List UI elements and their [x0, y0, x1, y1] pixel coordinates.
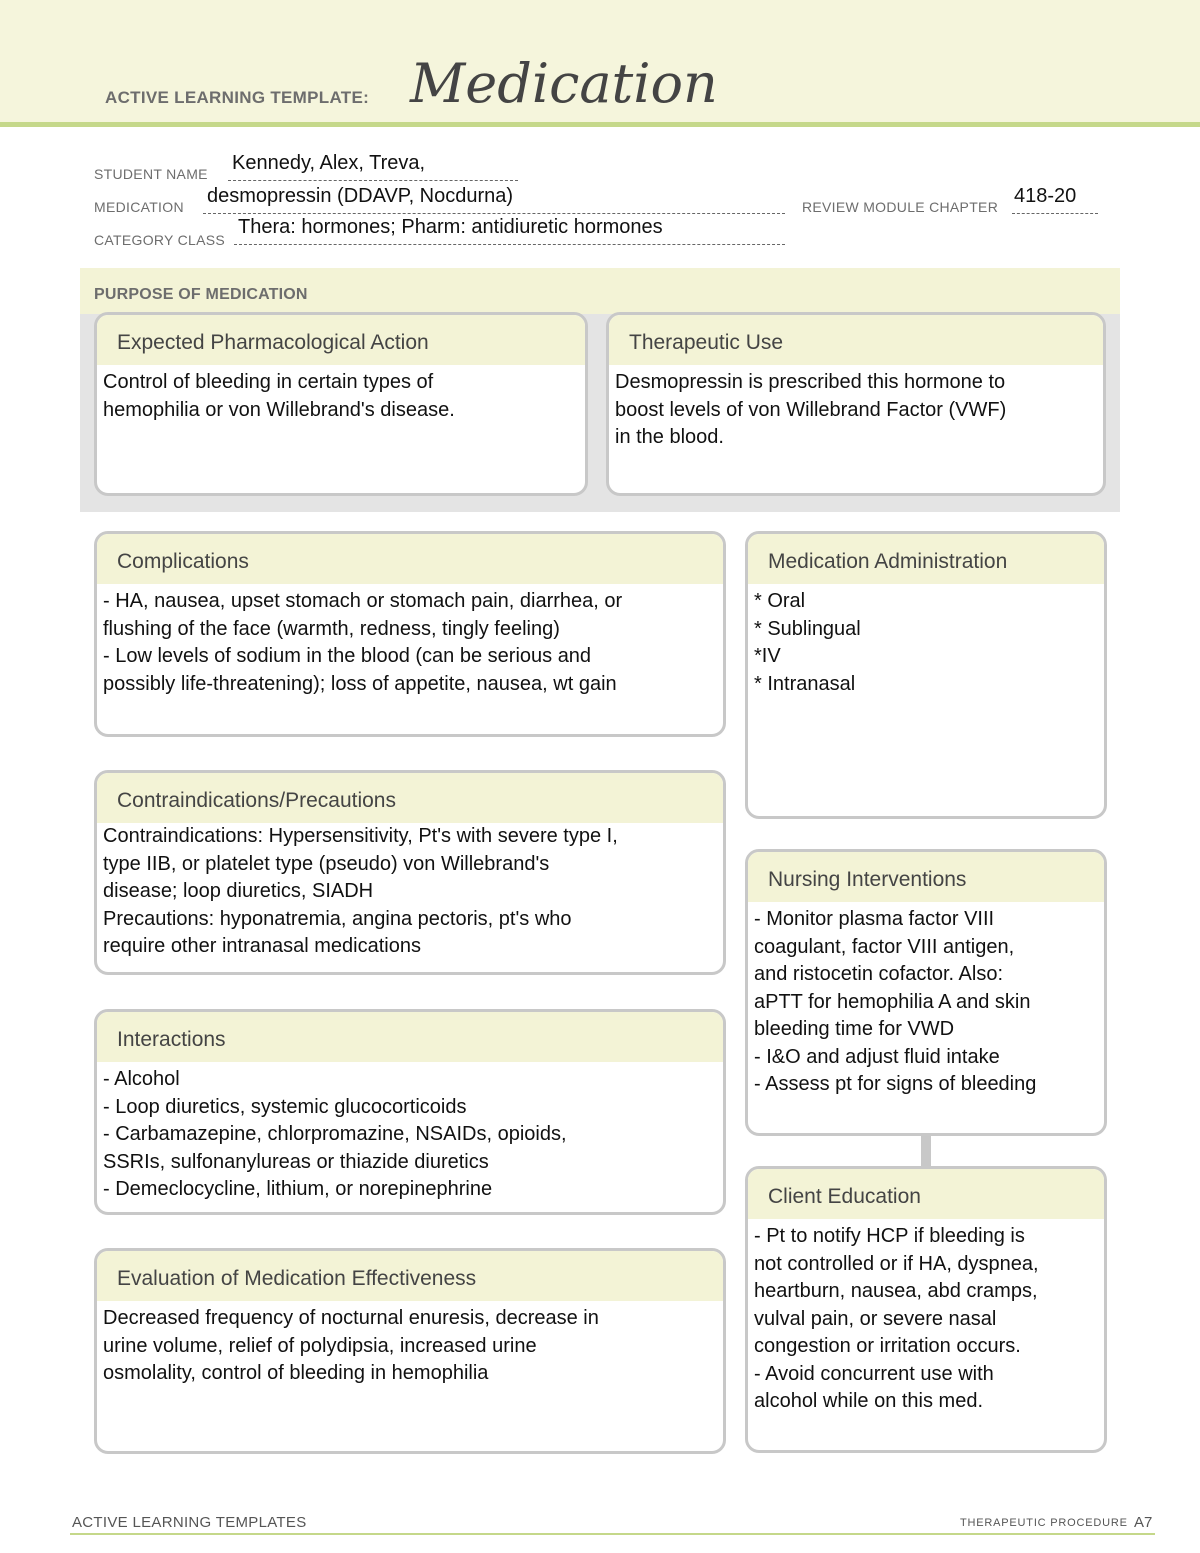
medication-line [203, 213, 785, 214]
interactions-text: - Alcohol - Loop diuretics, systemic glucocorticoids - Carbamazepine, chlorpromazine, NSAIDs, opioids, SSRIs, sulfonanylureas or thiazide diuretics - Demeclocycline, lithium, or norepinephrine [103, 1068, 567, 1200]
review-module-line [1012, 213, 1098, 214]
category-class-line [234, 244, 785, 245]
footer-left-label: ACTIVE LEARNING TEMPLATES [72, 1514, 307, 1531]
evaluation-text: Decreased frequency of nocturnal enuresis, decrease in urine volume, relief of polydipsia, increased urine osmolality, control of bleeding in hemophilia [103, 1307, 599, 1384]
therapeutic-use-title: Therapeutic Use [609, 315, 1103, 365]
student-name-field[interactable]: Kennedy, Alex, Treva, [232, 152, 426, 174]
expected-action-box[interactable] [94, 312, 588, 496]
header-divider [0, 122, 1200, 127]
interactions-title: Interactions [97, 1012, 723, 1062]
client-education-box[interactable] [745, 1166, 1107, 1453]
contraindications-text: Contraindications: Hypersensitivity, Pt's with severe type I, type IIB, or platelet type (pseudo) von Willebrand's disease; loop diuretics, SIADH Precautions: hyponatremia, angina pectoris, pt's who require other intranasal medications [103, 825, 618, 957]
evaluation-box[interactable] [94, 1248, 726, 1454]
therapeutic-use-text: Desmopressin is prescribed this hormone to boost levels of von Willebrand Factor (VWF) in the blood. [615, 371, 1007, 448]
client-education-title: Client Education [748, 1169, 1104, 1219]
page-title: Medication [410, 52, 718, 115]
interactions-box[interactable] [94, 1009, 726, 1215]
category-class-label: CATEGORY CLASS [94, 232, 226, 248]
nursing-interventions-box[interactable] [745, 849, 1107, 1136]
student-name-label: STUDENT NAME [94, 166, 208, 182]
medication-administration-title: Medication Administration [748, 534, 1104, 584]
review-module-field[interactable]: 418-20 [1014, 185, 1077, 207]
medication-label: MEDICATION [94, 199, 184, 215]
complications-title: Complications [97, 534, 723, 584]
medication-field[interactable]: desmopressin (DDAVP, Nocdurna) [207, 185, 514, 207]
contraindications-title: Contraindications/Precautions [97, 773, 723, 823]
template-label: ACTIVE LEARNING TEMPLATE: [105, 88, 370, 107]
complications-box[interactable] [94, 531, 726, 737]
contraindications-box[interactable] [94, 770, 726, 975]
student-name-line [228, 180, 518, 181]
expected-action-title: Expected Pharmacological Action [97, 315, 585, 365]
therapeutic-use-box[interactable] [606, 312, 1106, 496]
footer-divider [70, 1533, 1155, 1535]
nursing-interventions-title: Nursing Interventions [748, 852, 1104, 902]
page-number: A7 [1134, 1514, 1153, 1531]
review-module-label: REVIEW MODULE CHAPTER [802, 199, 999, 215]
client-education-text: - Pt to notify HCP if bleeding is not controlled or if HA, dyspnea, heartburn, nausea, abd cramps, vulval pain, or severe nasal congestion or irritation occurs. - Avoid concurrent use with alcohol while on this med. [754, 1225, 1039, 1412]
category-class-field[interactable]: Thera: hormones; Pharm: antidiuretic hormones [238, 216, 663, 238]
complications-text: - HA, nausea, upset stomach or stomach pain, diarrhea, or flushing of the face (warmth, redness, tingly feeling) - Low levels of sodium in the blood (can be serious and possibly life-threatening); loss of appetite, nausea, wt gain [103, 590, 623, 695]
purpose-label: PURPOSE OF MEDICATION [94, 286, 308, 303]
medication-administration-text: * Oral * Sublingual *IV * Intranasal [754, 590, 861, 695]
footer-right-label: THERAPEUTIC PROCEDURE [960, 1517, 1128, 1529]
box-connector [921, 1134, 931, 1168]
expected-action-text: Control of bleeding in certain types of hemophilia or von Willebrand's disease. [103, 371, 455, 421]
nursing-interventions-text: - Monitor plasma factor VIII coagulant, factor VIII antigen, and ristocetin cofactor. Also: aPTT for hemophilia A and skin bleeding time for VWD - I&O and adjust fluid intake - Assess pt for signs of bleeding [754, 908, 1037, 1095]
medication-administration-box[interactable] [745, 531, 1107, 819]
evaluation-title: Evaluation of Medication Effectiveness [97, 1251, 723, 1301]
